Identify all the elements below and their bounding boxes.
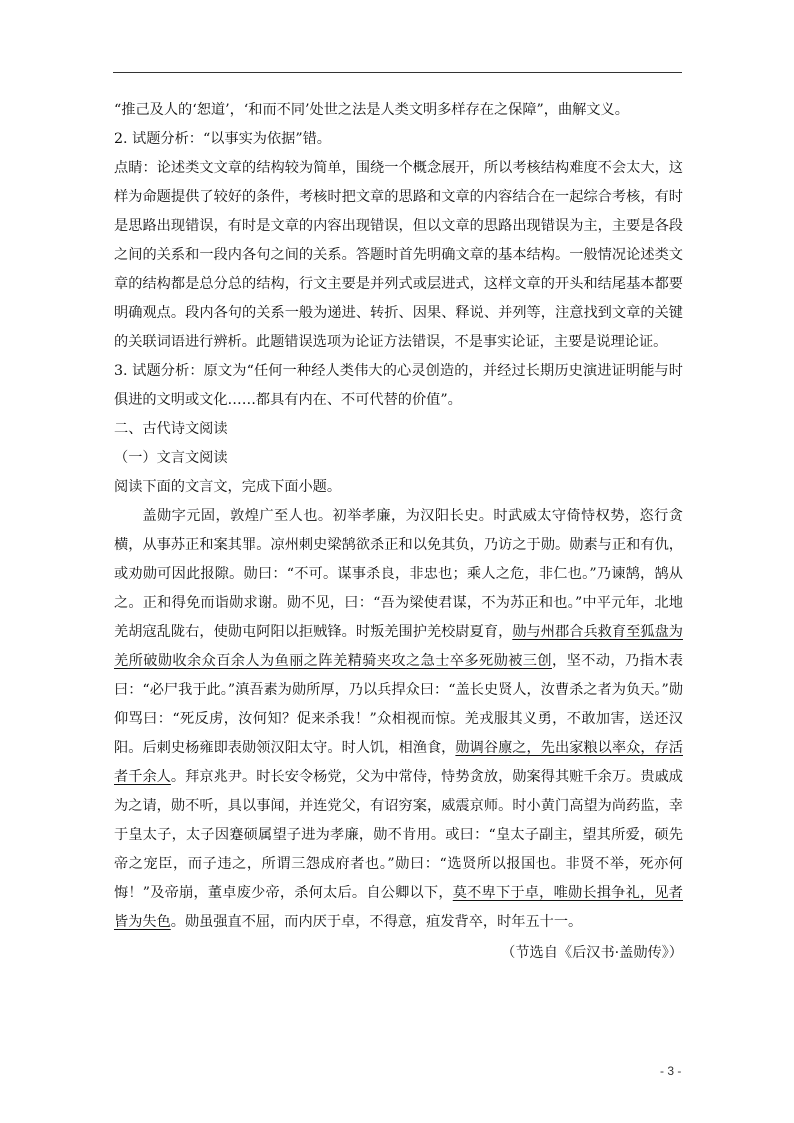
underlined-sentence-1: 勋与州郡合兵救育至狐盘为羌所破勋收余众百余人为鱼丽之阵羌精骑夹攻之急士卒多死勋被三创 (114, 624, 683, 669)
instruction: 阅读下面的文言文，完成下面小题。 (114, 479, 342, 495)
passage-text-1: 盖勋字元固，敦煌广至人也。初举孝廉，为汉阳长史。时武威太守倚恃权势，恣行贪横，从事苏正和案其罪。凉州刺史梁鹄欲杀正和以免其负，乃访之于勋。勋素与正和有仇，或劝勋可因此报隙。勋曰：“不可。谋事杀良，非忠也；乘人之危，非仁也。”乃谏鹄，鹄从之。正和得免而诣勋求谢。勋不见，曰：“吾为梁使君谋，不为苏正和也。”中平元年，北地羌胡寇乱陇右，使勋屯阿阳以拒贼锋。时叛羌围护羌校尉夏育， (114, 508, 683, 640)
analysis-3: 3. 试题分析：原文为“任何一种经人类伟大的心灵创造的，并经过长期历史演进证明能与时俱进的文明或文化……都具有内在、不可代替的价值”。 (114, 363, 683, 408)
underlined-sentence-2: 勋调谷廪之，先出家粮以率众，存活者千余人 (114, 740, 683, 785)
passage-text-2: ，坚不动，乃指木表曰：“必尸我于此。”滇吾素为勋所厚，乃以兵捍众曰：“盖长史贤人，汝曹杀之者为负天。”勋仰骂曰：“死反虏，汝何知？促来杀我！”众相视而惊。羌戎服其义勇，不敢加害，送还汉阳。后刺史杨雍即表勋领汉阳太守。时人饥，相渔食， (114, 653, 683, 756)
classical-passage (114, 502, 683, 937)
page-number: - 3 - (660, 1064, 682, 1078)
section-heading: 二、古代诗文阅读 (114, 421, 228, 437)
subsection-heading: （一）文言文阅读 (114, 450, 228, 466)
underlined-sentence-3: 莫不卑下于卓，唯勋长揖争礼，见者皆为失色 (114, 885, 683, 930)
analysis-line-1: “推己及人的‘恕道’，‘和而不同’处世之法是人类文明多样存在之保障”，曲解文义。 (114, 102, 629, 118)
key-points: 点睛：论述类文文章的结构较为简单，围绕一个概念展开，所以考核结构难度不会太大，这样为命题提供了较好的条件，考核时把文章的思路和文章的内容结合在一起综合考核，有时是思路出现错误，有时是文章的内容出现错误，但以文章的思路出现错误为主，主要是各段之间的关系和一段内各句之间的关系。答题时首先明确文章的基本结构。一般情况论述类文章的结构都是总分总的结构，行文主要是并列式或层进式，这样文章的开头和结尾基本都要明确观点。段内各句的关系一般为递进、转折、因果、释说、并列等，注意找到文章的关键的关联词语进行辨析。此题错误选项为论证方法错误，不是事实论证，主要是说理论证。 (114, 160, 683, 350)
analysis-2: 2. 试题分析：“以事实为依据”错。 (114, 131, 331, 147)
document-body (114, 96, 683, 968)
passage-text-3: 。拜京兆尹。时长安令杨党，父为中常侍，恃势贪放，勋案得其赃千余万。贵戚成为之请，勋不听，具以事闻，并连党父，有诏穷案，威震京师。时小黄门高望为尚药监，幸于皇太子，太子因蹇硕属望子进为孝廉，勋不肯用。或曰：“皇太子副主，望其所爱，硕先帝之宠臣，而子违之，所谓三怨成府者也。”勋曰：“选贤所以报国也。非贤不举，死亦何悔！”及帝崩，董卓废少帝，杀何太后。自公卿以下， (114, 769, 683, 901)
passage-text-4: 。勋虽强直不屈，而内厌于卓，不得意，疽发背卒，时年五十一。 (170, 914, 583, 930)
source-citation: （节选自《后汉书·盖勋传》） (501, 945, 683, 961)
header-rule (113, 72, 682, 73)
